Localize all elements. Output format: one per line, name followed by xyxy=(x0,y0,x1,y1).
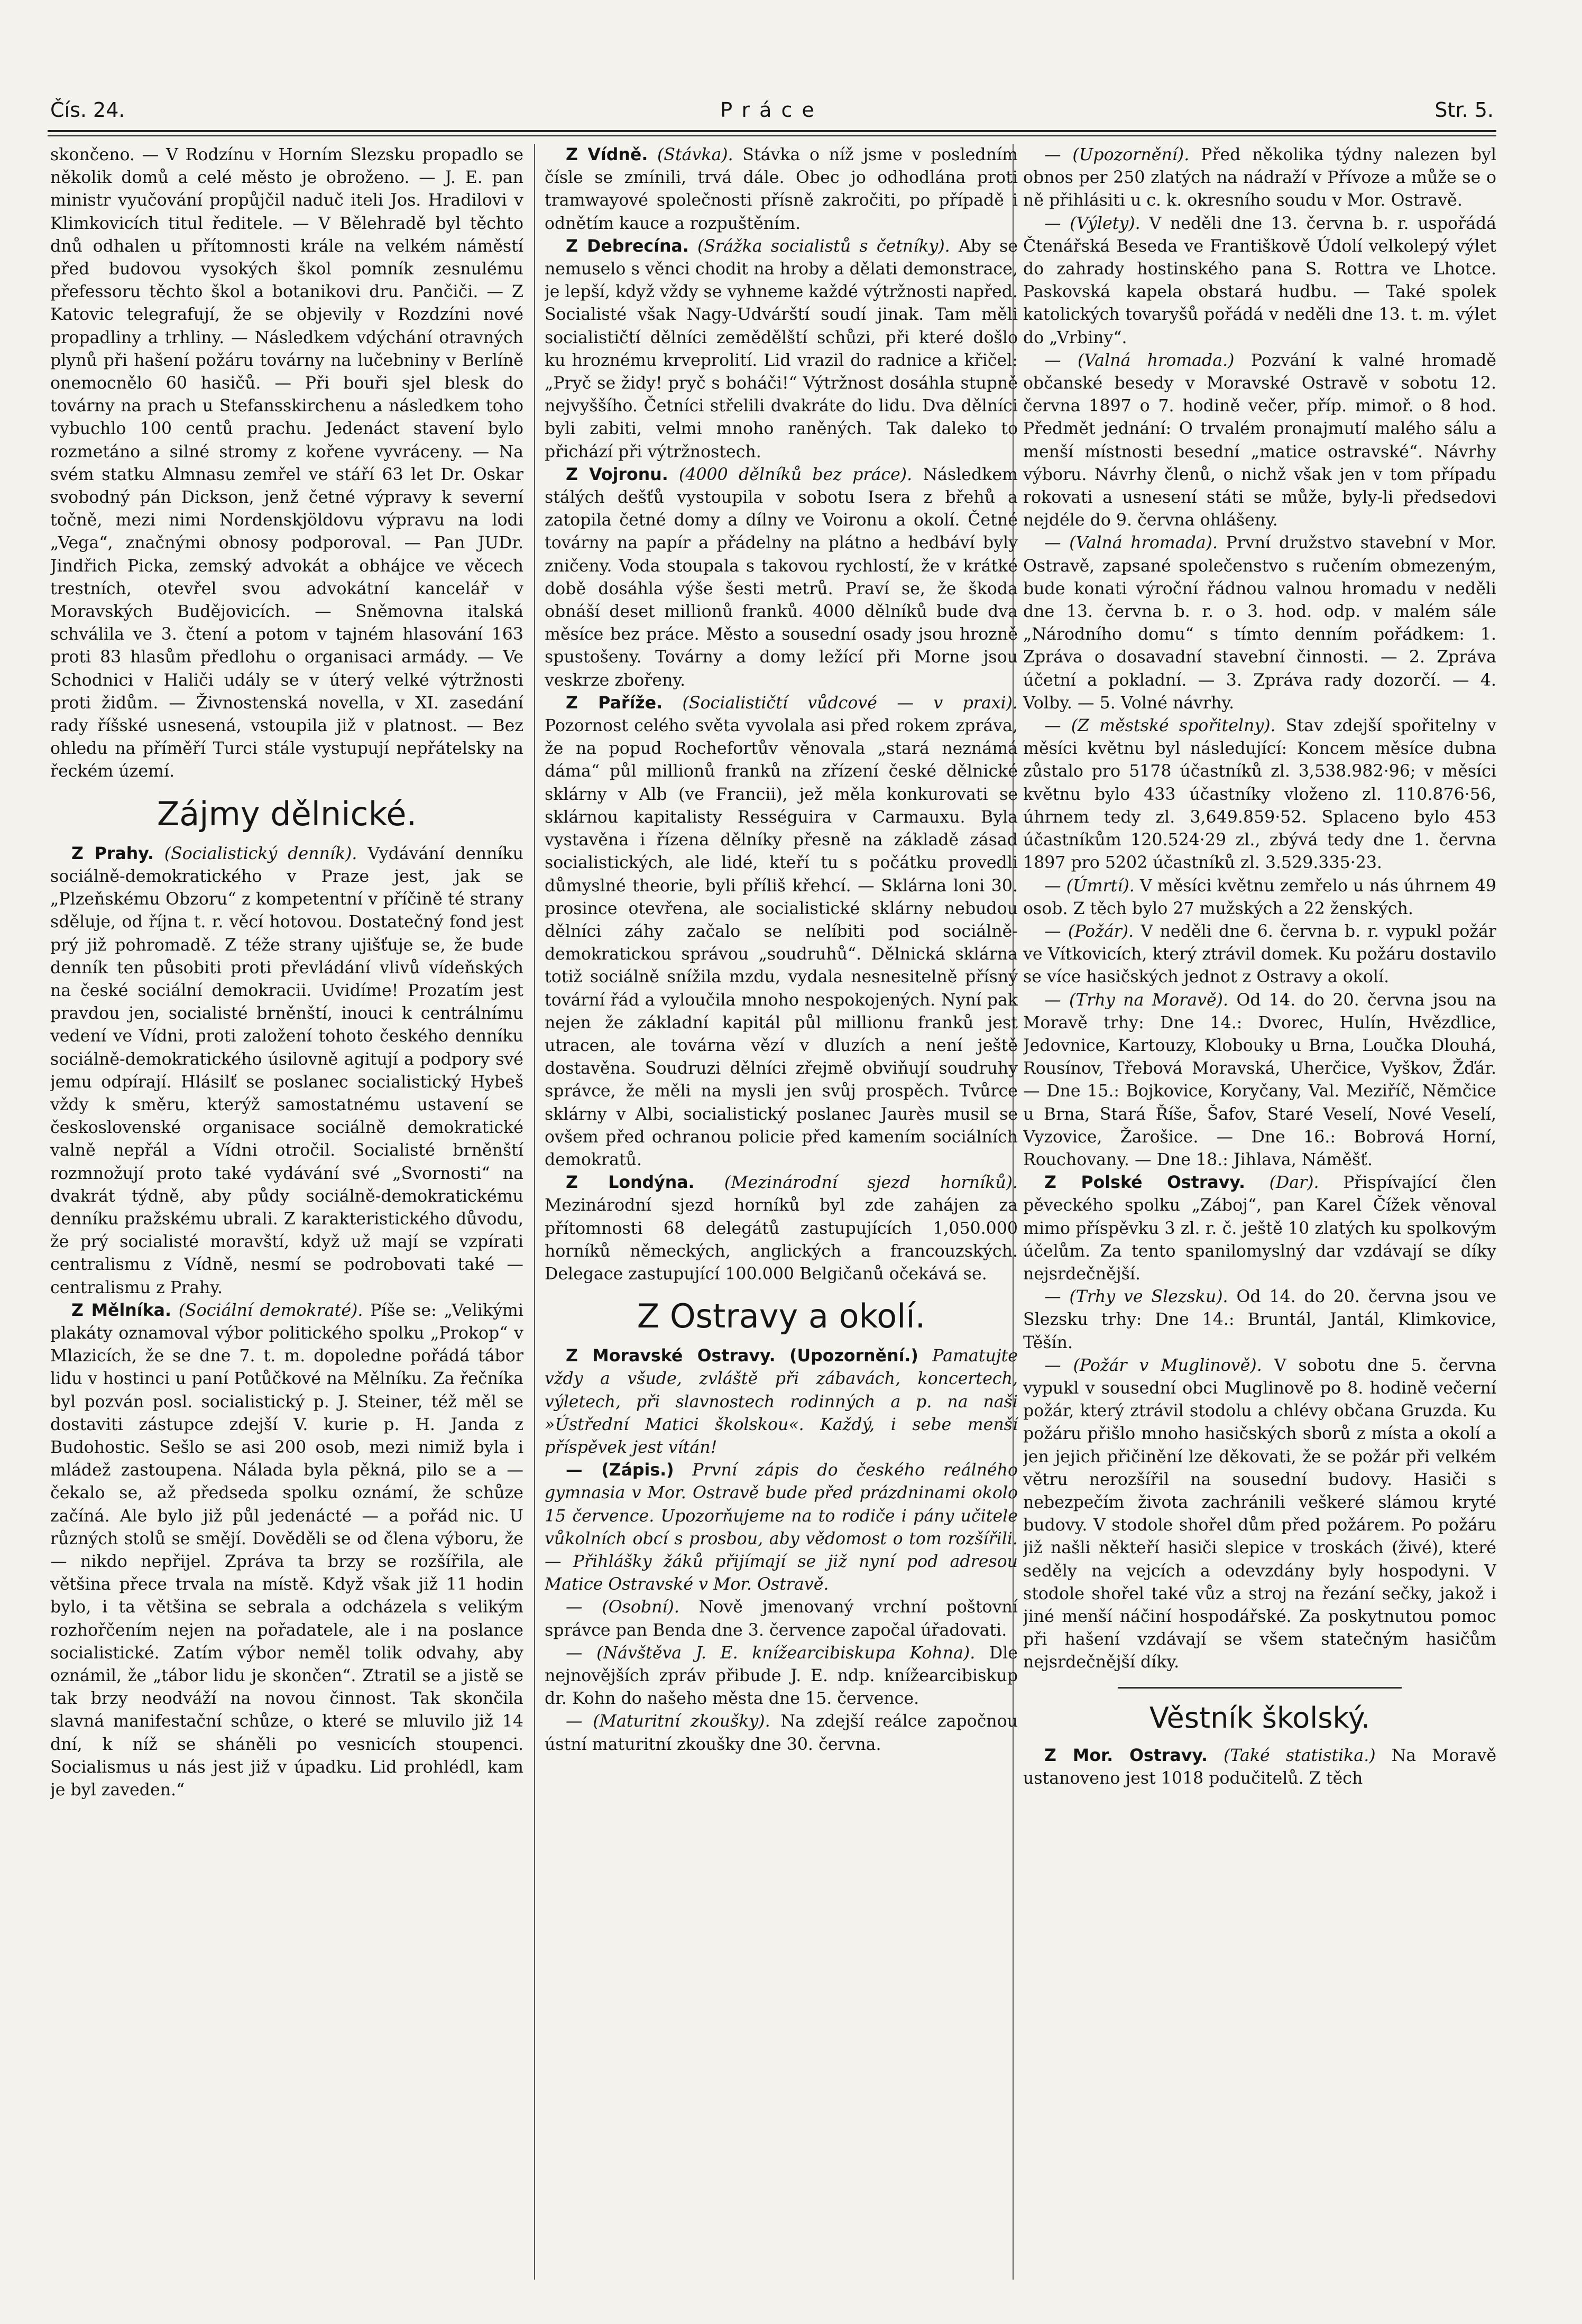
article-source: — (Z městské spořitelny). xyxy=(1044,716,1276,736)
article-place: Z Paříže. xyxy=(566,693,663,713)
article-place: — (Zápis.) xyxy=(566,1461,674,1480)
article-source: (Upozornění.) xyxy=(789,1347,918,1366)
article-source: — (Valná hromada.) xyxy=(1044,351,1235,370)
article-source: (Dar). xyxy=(1269,1173,1319,1193)
article-place: Z Prahy. xyxy=(71,844,154,863)
header-rule xyxy=(48,130,1496,132)
article-place: Z Mělníka. xyxy=(71,1301,171,1320)
article-voiron xyxy=(545,464,1018,692)
article-navsteva xyxy=(545,1642,1018,1711)
article-valna-hromada-beseda xyxy=(1023,349,1496,532)
article-text: První družstvo stavební v Mor. Ostravě, zapsané společenstvo s ručením obmezeným, bude konati výroční řádnou valnou hromadu v neděli dne 13. června b. r. o 3. hod. odp. v malém sále „Národního domu“ s tímto denním pořádkem: 1. Zpráva o dosavadní stavební činnosti. — 2. Zpráva účetní a pokladní. — 3. Zpráva rady dozorčí. — 4. Volby. — 5. Volné návrhy. xyxy=(1023,533,1496,713)
column-1 xyxy=(50,144,523,2280)
article-upozorneni xyxy=(1023,144,1496,213)
article-umrti xyxy=(1023,875,1496,920)
article-source: — (Trhy ve Slezsku). xyxy=(1044,1287,1228,1307)
article-source: (Také statistika.) xyxy=(1224,1746,1376,1765)
article-source: — (Výlety). xyxy=(1044,214,1140,233)
article-text: Vydávání denníku sociálně-demokratického v Praze jest, jak se „Plzeňskému Obzoru“ z kompetentní v příčině té strany sděluje, od října t. r. věcí hotovou. Dostatečný fond jest prý již pohromadě. Z téže strany ujišťuje se, že bude denník ten působiti proti převládání vlivů vídeňských na české sociální demokracii. Uvidíme! Prozatím jest pravdou jen, socialisté brněnští, inouci k centrálnímu vedení ve Vídni, proti založení tohoto českého denníku sociálně-demokratického úsilovně agitují a podpory své jemu odpírají. Hlásilť se poslanec socialistický Hybeš vždy k směru, kterýž samostatnému ustavení se československé organisace sociálně demokratické valně nepřál a Vídni otročil. Socialisté brněnští rozmnožují proto také vydávání své „Svornosti“ na dvakrát týdně, aby půdy sociálně-demokratickému denníku pražskému ubrali. Z karakteristického důvodu, že prý socialisté moravští, když už mají se vzpírati centralismu z Vídně, nesmí se podrobovati také — centralismu z Prahy. xyxy=(50,844,523,1297)
column-2 xyxy=(545,144,1018,2280)
article-statistika xyxy=(1023,1745,1496,1790)
article-vylety xyxy=(1023,213,1496,349)
article-source: (Mezinárodní sjezd horníků). xyxy=(724,1173,1018,1193)
article-text: Před několika týdny nalezen byl obnos per 250 zlatých na nádraží v Přívoze a může se o ně přihlásiti u c. k. okresního soudu v Mor. Ostravě. xyxy=(1023,145,1496,210)
article-text: Na zdejší reálce započnou ústní maturitní zkoušky dne 30. června. xyxy=(545,1712,1018,1754)
column-divider xyxy=(534,144,535,2280)
article-moravska-ostrava xyxy=(545,1345,1018,1459)
article-place: Z Moravské Ostravy. xyxy=(566,1347,776,1366)
article-text: První zápis do českého reálného gymnasia v Mor. Ostravě bude před prázdninami okolo 15 července. Upozorňujeme na to rodiče i pány učitele vůkolních obcí s prosbou, aby vědomost o tom rozšířili. — Přihlášky žáků přijímají se již nyní pod adresou Matice Ostravské v Mor. Ostravě. xyxy=(545,1461,1018,1594)
article-place: Z Londýna. xyxy=(566,1173,695,1193)
article-source: — (Trhy na Moravě). xyxy=(1044,990,1229,1010)
header-rule-thin xyxy=(48,135,1496,136)
article-place: Z Vojronu. xyxy=(566,465,668,484)
section-heading-school-news: Věstník školský. xyxy=(1149,1701,1371,1735)
article-melnik xyxy=(50,1299,523,1802)
article-text: Od 14. do 20. června jsou ve Slezsku trhy: Dne 14.: Bruntál, Jantál, Klimkovice, Těšín. xyxy=(1023,1287,1496,1352)
article-source: (Srážka socialistů s četníky). xyxy=(697,236,950,256)
issue-number: Čís. 24. xyxy=(50,98,125,122)
article-trhy-slezsko xyxy=(1023,1286,1496,1354)
section-heading-worker-interests: Zájmy dělnické. xyxy=(157,794,417,833)
article-text: Na Moravě ustanoveno jest 1018 podučitelů. Z těch xyxy=(1023,1746,1496,1788)
article-text: Píše se: „Velikými plakáty oznamoval výbor politického spolku „Prokop“ v Mlazicích, že se dne 7. t. m. dopoledne pořádá tábor lidu v hostinci u paní Potůčkové na Mělníku. Za řečníka byl pozván posl. socialistický p. J. Steiner, též měl se dostaviti zástupce zdejší V. kurie p. H. Janda z Budohostic. Sešlo se asi 200 osob, mezi nimiž byla i mládež zastoupena. Nálada byla pěkná, pilo se a — čekalo se, až předseda spolku oznámí, že schůze začíná. Ale bylo již půl jedenácté — a pořád nic. U různých stolů se smějí. Dověděli se od člena výboru, že — nikdo nepřijel. Zpráva ta brzy se rozšířila, ale většina přece trvala na místě. Když však již 11 hodin bylo, i ta většina se sebrala a odcházela s velikým rozhořčením nejen na pořadatele, ale i na poslance socialistické. Zatím výbor neměl tolik odvahy, aby oznámil, že „tábor lidu je skončen“. Ztratil se a jistě se tak brzy neodváží na novou činnost. Tak skončila slavná manifestační schůze, o které se mluvilo již 14 dní, k níž se sháněli po vesnicích stoupenci. Socialismus u nás jest již v úpadku. Lid prohlédl, kam je byl zaveden.“ xyxy=(50,1301,523,1800)
article-place: Z Polské Ostravy. xyxy=(1044,1173,1246,1193)
article-source: (4000 dělníků bez práce). xyxy=(679,465,913,484)
section-divider xyxy=(1118,1687,1402,1689)
article-text: Následkem stálých dešťů vystoupila v sobotu Isera z břehů a zatopila četné domy a dílny ve Voironu a okolí. Četné továrny na papír a přádelny na plátno a hedbáví byly zničeny. Voda stoupala s takovou rychlostí, že v krátké době dosáhla výše šesti metrů. Praví se, že škoda obnáší deset millionů franků. 4000 dělníků bude dva měsíce bez práce. Město a sousední osady jsou hrozně spustošeny. Továrny a domy ležící při Morne jsou veskrze zbořeny. xyxy=(545,465,1018,690)
article-source: (Sociální demokraté). xyxy=(178,1301,363,1320)
article-osobni xyxy=(545,1596,1018,1641)
article-text: Přispívající člen pěveckého spolku „Záboj“, pan Karel Čížek věnoval mimo příspěvku 3 zl. r. č. ještě 10 zlatých ku spolkovým účelům. Za tento spanilomyslný dar vzdávají se díky nejsrdečnější. xyxy=(1023,1173,1496,1284)
article-prague xyxy=(50,843,523,1299)
section-heading-ostrava: Z Ostravy a okolí. xyxy=(637,1297,926,1336)
article-text: Dle nejnovějších zpráv přibude J. E. ndp. knížearcibiskup dr. Kohn do našeho města dne 15. července. xyxy=(545,1643,1018,1709)
article-place: Z Vídně. xyxy=(566,145,648,164)
article-maturitni xyxy=(545,1710,1018,1756)
article-place: Z Debrecína. xyxy=(566,236,689,256)
article-text: V sobotu dne 5. června vypukl v sousední obci Muglinově po 8. hodině večerní požár, který ztrávil stodolu a chlévy občana Gruzda. Ku požáru přišlo mnoho hasičských sborů z místa a okolí a jen jejich přičinění lze děkovati, že se požár při velkém větru nerozšířil na sousední budovy. Hasiči s nebezpečím života zachránili veškeré slámou kryté budovy. V stodole shořel dům před požárem. Po požáru již našli někteří hasiči slepice v troskách (živé), které seděly na vejcích a odevzdány byly hospodyni. V stodole shořel také vůz a stroj na řezání sečky, jakož i jiné menší náčiní hospodářské. Za poskytnutou pomoc při hašení vzdávají se všem statečným hasičům nejsrdečnější díky. xyxy=(1023,1355,1496,1672)
article-valna-hromada-druzstvo xyxy=(1023,532,1496,715)
article-pozar-muglinov xyxy=(1023,1354,1496,1674)
article-sporitelna xyxy=(1023,715,1496,874)
article-text: Stav zdejší spořitelny v měsíci květnu byl následující: Koncem měsíce dubna zůstalo pro 5178 účastníků zl. 3,538.982·96; v měsíci květnu bylo 433 účastníky vloženo zl. 110.876·56, úhrnem tedy zl. 3,649.859·52. Splaceno bylo 453 účastníkům 120.524·29 zl., zbývá tedy dne 1. června 1897 pro 5202 účastníků zl. 3.529.335·23. xyxy=(1023,716,1496,873)
newspaper-title: Práce xyxy=(720,98,824,122)
article-vienna xyxy=(545,144,1018,235)
article-source: — (Valná hromada). xyxy=(1044,533,1218,553)
article-london xyxy=(545,1172,1018,1286)
article-source: (Socialistický denník). xyxy=(164,844,357,863)
article-source: — (Osobní). xyxy=(566,1598,679,1617)
article-source: (Socialističtí vůdcové — v praxi). xyxy=(682,693,1018,713)
column-3 xyxy=(1023,144,1496,2280)
article-text: Nově jmenovaný vrchní poštovní správce pan Benda dne 3. července započal úřadovati. xyxy=(545,1598,1018,1640)
article-text: V neděli dne 6. června b. r. vypukl požár ve Vítkovicích, který ztrávil domek. Ku požáru dostavilo se více hasičských jednot z Ostravy a okolí. xyxy=(1023,921,1496,987)
article-text: V měsíci květnu zemřelo u nás úhrnem 49 osob. Z těch bylo 27 mužských a 22 ženských. xyxy=(1023,876,1496,918)
article-text: Pozornost celého světa vyvolala asi před rokem zpráva, že na popud Rochefortův věnovala „stará neznámá dáma“ půl millionů franků na zřízení české dělnické sklárny v Alb (ve Francii), jež měla konkurovati se sklárnou kapitalisty Rességuira v Carmauxu. Byla vystavěna i řízena dělníky přesně na základě zásad socialistických, ale lidé, kteří tu s počátku provedli důmyslné theorie, byli příliš křehcí. — Sklárna loni 30. prosince otevřena, ale socialistické sklárny nebudou dělníci záhy začalo se nelíbiti pod sociálně-demokratickou správou „soudruhů“. Dělnická sklárna totiž sociálně snížila mzdu, vydala nesnesitelně přísný tovární řád a vyloučila mnoho nespokojených. Nyní pak nejen že základní kapitál půl millionu franků jest utracen, ale továrna vězí v dluzích a není ještě dostavěna. Soudruzi dělníci zřejmě obviňují soudruhy správce, že měli na mysli jen svůj prospěch. Tvůrce sklárny v Albi, socialistický poslanec Jaurès musil se ovšem před ochranou policie před kamením sociálních demokratů. xyxy=(545,716,1018,1169)
article-debrecin xyxy=(545,235,1018,464)
article-text: Aby se nemuselo s věnci chodit na hroby a dělati demonstrace, je lepší, když vždy se vyhneme každé výtržnosti napřed. Socialisté však Nagy-Udvárští soudí jinak. Tam měli socialističtí dělníci zemědělští schůzi, při které došlo ku hroznému krveprolití. Lid vrazil do radnice a křičel: „Pryč se židy! pryč s boháči!“ Výtržnost dosáhla stupně nejvyššího. Četníci střelili dvakráte do lidu. Dva dělníci byli zabiti, velmi mnoho raněných. Tak daleko to přichází při výtržnostech. xyxy=(545,236,1018,462)
article-text: Od 14. do 20. června jsou na Moravě trhy: Dne 14.: Dvorec, Hulín, Hvězdlice, Jedovnice, Kartouzy, Klobouky u Brna, Loučka Dlouhá, Rousínov, Třebová Moravská, Uherčice, Vyškov, Žďár. — Dne 15.: Bojkovice, Koryčany, Val. Meziříč, Němčice u Brna, Stará Říše, Šafov, Staré Veselí, Nové Veselí, Vyzovice, Žarošice. — Dne 16.: Bobrová Horní, Rouchovany. — Dne 18.: Jihlava, Náměšť. xyxy=(1023,990,1496,1169)
article-text: Mezinárodní sjezd horníků byl zde zahájen za přítomnosti 68 delegátů zastupujících 1,050.000 horníků německých, anglických a francouzských. Delegace zastupující 100.000 Belgičanů očekává se. xyxy=(545,1196,1018,1284)
article-paris xyxy=(545,692,1018,1172)
page-header xyxy=(50,89,1494,131)
article-source: — (Úmrtí). xyxy=(1044,876,1135,896)
article-text: V neděli dne 13. června b. r. uspořádá Čtenářská Beseda ve Františkově Údolí velkolepý výlet do zahrady hostinského pana S. Rottra ve Lhotce. Paskovská kapela obstará hudbu. — Také spolek katolických tovaryšů pořádá v neděli dne 13. t. m. výlet do „Vrbiny“. xyxy=(1023,214,1496,347)
article-text: Pamatujte vždy a všude, zvláště při zábavách, koncertech, výletech, při slavnostech rodinných a p. na naši »Ústřední Matici školskou«. Každý, i sebe menší příspěvek jest vítán! xyxy=(545,1347,1018,1457)
article-trhy-morava xyxy=(1023,989,1496,1172)
article-source: — (Návštěva J. E. knížearcibiskupa Kohna). xyxy=(566,1643,976,1663)
article-source: — (Požár). xyxy=(1044,921,1134,941)
article-text: Pozvání k valné hromadě občanské besedy v Moravské Ostravě v sobotu 12. června 1897 o 7. hodině večer, příp. mimoř. o 8 hod. Předmět jednání: O trvalém pronajmutí malého sálu a menší místnosti besední „matice ostravské“. Návrhy výboru. Návrhy členů, o nichž však jen v tom případu rokovati a usnesení státi se může, byly-li předsedovi nejdéle do 9. června ohlášeny. xyxy=(1023,351,1496,530)
article-polska-ostrava xyxy=(1023,1172,1496,1286)
article-source: (Stávka). xyxy=(657,145,733,164)
article-source: — (Maturitní zkoušky). xyxy=(566,1712,770,1731)
article-zapis xyxy=(545,1459,1018,1596)
article-place: Z Mor. Ostravy. xyxy=(1044,1746,1208,1765)
article-text: Stávka o níž jsme v posledním čísle se zmínili, trvá dále. Obec jo odhodlána proti tramwayové společnosti přísně zakročiti, po případě i odnětím kauce a rozpuštěním. xyxy=(545,145,1018,233)
page-number: Str. 5. xyxy=(1434,98,1494,122)
article-source: — (Požár v Muglinově). xyxy=(1044,1355,1262,1375)
article-pozar xyxy=(1023,920,1496,989)
article-news-digest: skončeno. — V Rodzínu v Horním Slezsku propadlo se několik domů a celé město je obroženo. — J. E. pan ministr vyučování propůjčil naduč iteli Jos. Hradilovi v Klimkovicích titul ředitele. — V Bělehradě byl těchto dnů odhalen u přítomnosti krále na velkém náměstí před budovou vysokých škol pomník zesnulému přefessoru těchto škol a botanikovi dru. Pančiči. — Z Katovic telegrafují, že se objevily v Rozdzíni nové propadliny a trhliny. — Následkem vdýchání otravných plynů při hašení požáru továrny na lučebniny v Berlíně onemocnělo 60 hasičů. — Při bouři sjel blesk do továrny na prach u Stefansskirchenu a následkem toho vybuchlo 100 centů prachu. Jedenáct stavení bylo rozmetáno a silné stromy z kořene vyvráceny. — Na svém statku Almnasu zemřel ve stáří 63 let Dr. Oskar svobodný pán Dickson, jenž četné výpravy k severní točně, mezi nimi Nordenskjöldovu výpravu na lodi „Vega“, značnými obnosy podporoval. — Pan JUDr. Jindřich Picka, zemský advokát a obhájce ve věcech trestních, otevřel svou advokátní kancelář v Moravských Budějovicích. — Sněmovna italská schválila ve 3. čtení a potom v tajném hlasování 163 proti 83 hlasům předlohu o organisaci armády. — Ve Schodnici v Haliči udály se v úterý velké výtržnosti proti židům. — Živnostenská novella, v XI. zasedání rady říšské usnesená, vstoupila již v platnost. — Bez ohledu na příměří Turci stále vystupují nepřátelsky na řeckém území. xyxy=(50,145,523,781)
article-source: — (Upozornění). xyxy=(1044,145,1190,164)
